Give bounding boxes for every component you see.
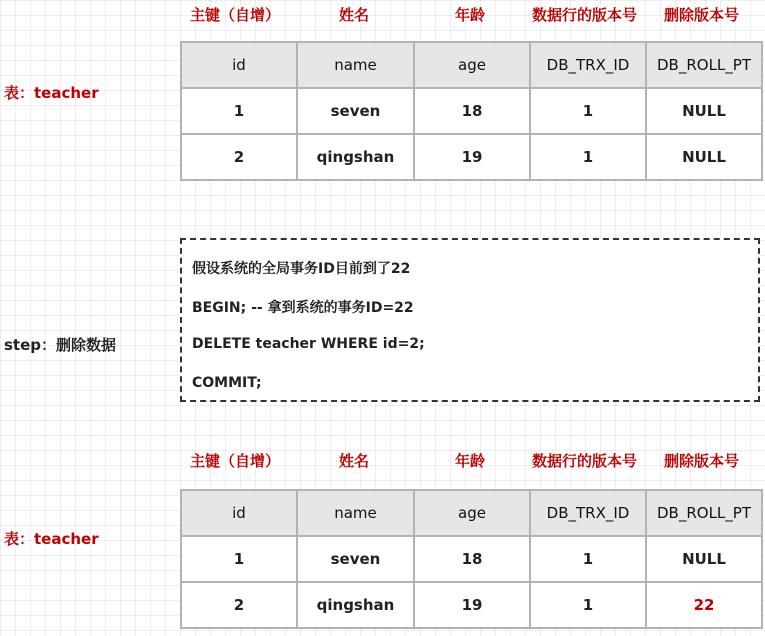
cell-age: 18: [414, 536, 530, 582]
cell-roll-pt: NULL: [646, 88, 762, 134]
table-row: [181, 88, 762, 134]
header-cell-roll-pt: DB_ROLL_PT: [646, 490, 762, 536]
annotation-name: 姓名: [339, 452, 370, 470]
cell-id: 1: [181, 536, 297, 582]
step-line: COMMIT;: [192, 375, 262, 391]
annotation-trx-id: 数据行的版本号: [532, 452, 638, 470]
header-cell-roll-pt: DB_ROLL_PT: [646, 42, 762, 88]
header-cell-id: id: [181, 490, 297, 536]
cell-id: 2: [181, 134, 297, 180]
cell-name: seven: [297, 536, 414, 582]
step-sql-box: [180, 238, 760, 402]
table-header-row: [181, 42, 762, 88]
annotation-primary-key: 主键（自增）: [190, 452, 281, 470]
cell-name: qingshan: [297, 582, 414, 628]
header-cell-name: name: [297, 490, 414, 536]
table-row: [181, 536, 762, 582]
cell-name: seven: [297, 88, 414, 134]
header-cell-trx-id: DB_TRX_ID: [530, 490, 646, 536]
table-after-label: 表：teacher: [4, 530, 99, 548]
annotation-trx-id: 数据行的版本号: [532, 6, 638, 24]
step-label: step：删除数据: [4, 336, 117, 354]
table-before-label: 表：teacher: [4, 84, 99, 102]
cell-trx-id: 1: [530, 134, 646, 180]
annotation-roll-pt: 删除版本号: [664, 452, 740, 470]
header-cell-name: name: [297, 42, 414, 88]
annotation-name: 姓名: [339, 6, 370, 24]
header-cell-trx-id: DB_TRX_ID: [530, 42, 646, 88]
header-cell-id: id: [181, 42, 297, 88]
step-line: BEGIN; -- 拿到系统的事务ID=22: [192, 300, 414, 316]
annotation-age: 年龄: [455, 6, 486, 24]
cell-age: 18: [414, 88, 530, 134]
cell-trx-id: 1: [530, 582, 646, 628]
cell-trx-id: 1: [530, 536, 646, 582]
cell-name: qingshan: [297, 134, 414, 180]
cell-id: 1: [181, 88, 297, 134]
header-cell-age: age: [414, 42, 530, 88]
cell-age: 19: [414, 134, 530, 180]
cell-trx-id: 1: [530, 88, 646, 134]
step-line: 假设系统的全局事务ID目前到了22: [192, 261, 411, 277]
cell-roll-pt-deleted: 22: [646, 582, 762, 628]
table-row: [181, 134, 762, 180]
annotation-age: 年龄: [455, 452, 486, 470]
teacher-table-before: [180, 41, 763, 181]
cell-age: 19: [414, 582, 530, 628]
table-header-row: [181, 490, 762, 536]
table-row: [181, 582, 762, 628]
cell-id: 2: [181, 582, 297, 628]
annotation-roll-pt: 删除版本号: [664, 6, 740, 24]
cell-roll-pt: NULL: [646, 536, 762, 582]
teacher-table-after: [180, 489, 763, 629]
step-line: DELETE teacher WHERE id=2;: [192, 336, 425, 352]
header-cell-age: age: [414, 490, 530, 536]
annotation-primary-key: 主键（自增）: [190, 6, 281, 24]
cell-roll-pt: NULL: [646, 134, 762, 180]
